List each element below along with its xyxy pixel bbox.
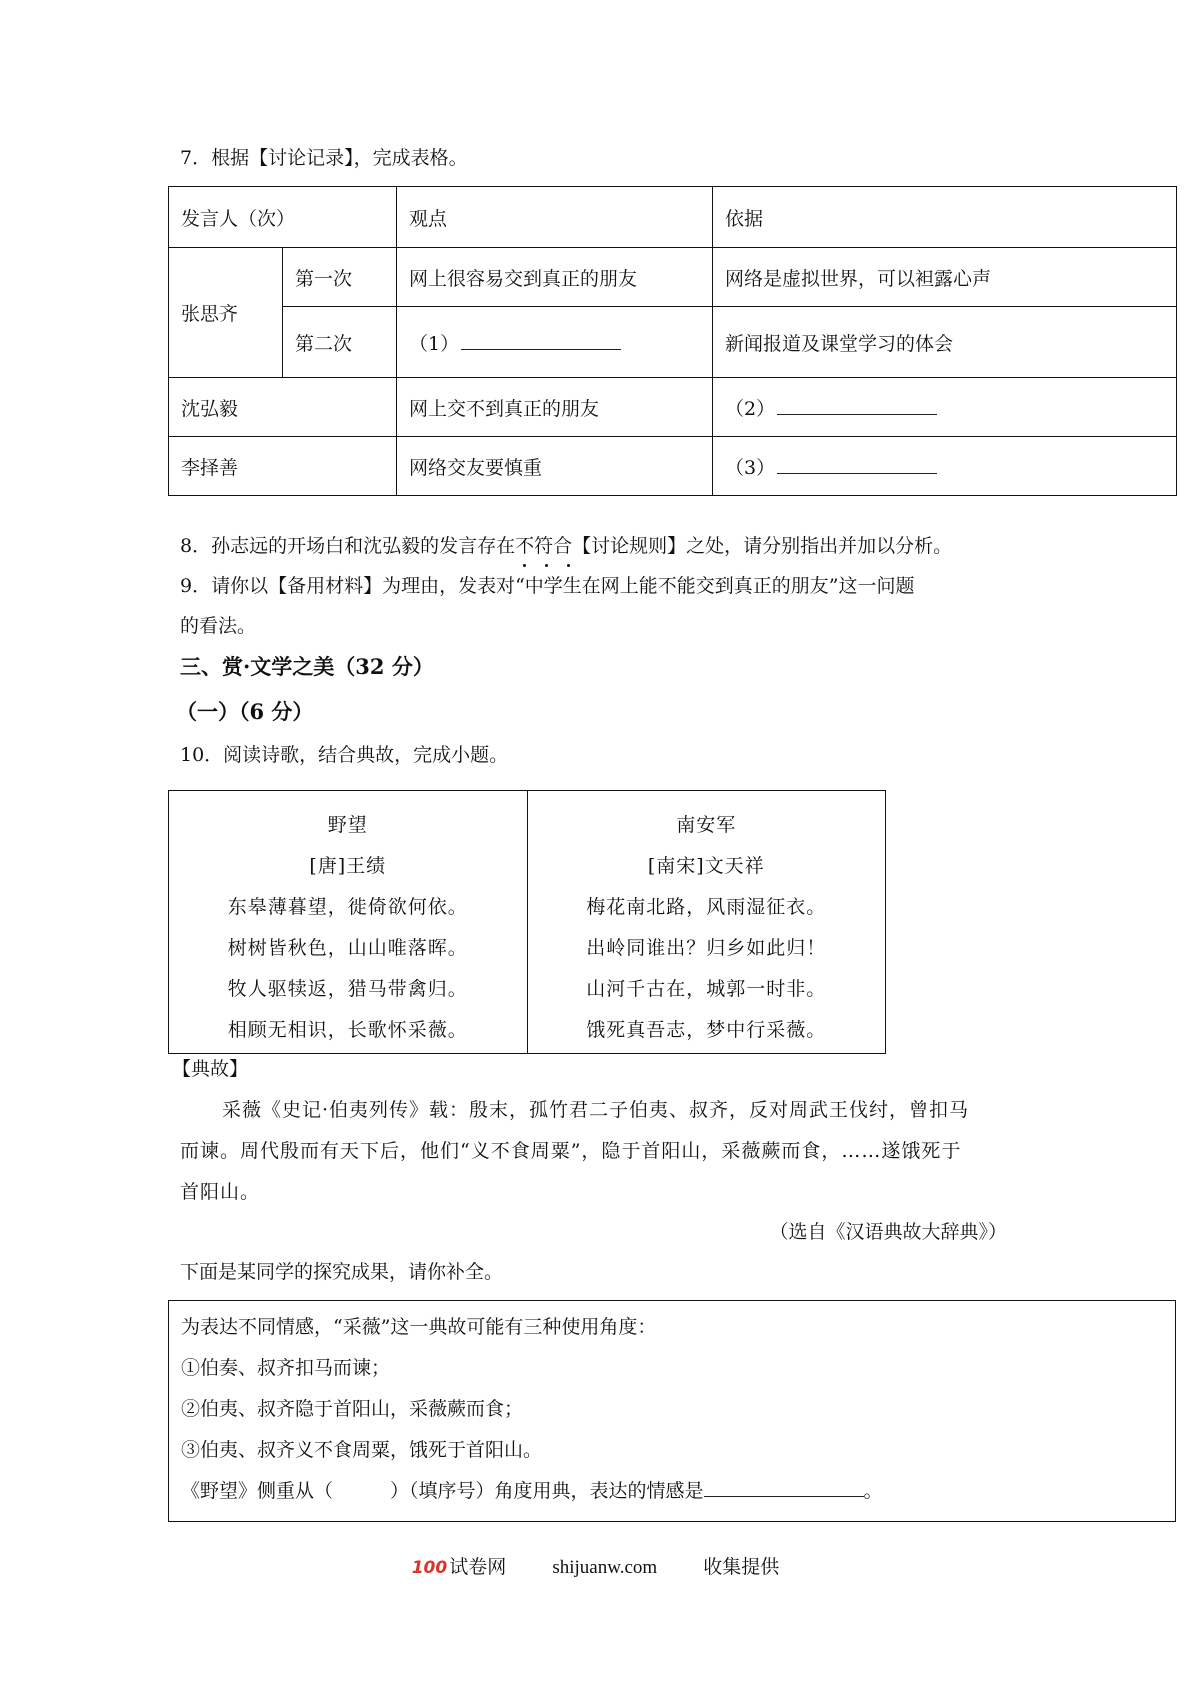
question-7: 7．根据【讨论记录】，完成表格。 (180, 147, 468, 169)
time-first: 第一次 (283, 248, 397, 307)
research-line-1: 为表达不同情感，“采薇”这一典故可能有三种使用角度： (181, 1316, 657, 1338)
basis-second: 新闻报道及课堂学习的体会 (713, 307, 1177, 378)
speaker-zhang: 张思齐 (169, 248, 283, 378)
site-domain[interactable]: shijuanw.com (552, 1557, 658, 1578)
blank-3[interactable] (777, 472, 937, 474)
poem-1-title: 野望 (327, 814, 368, 836)
footer-provider: 收集提供 (703, 1556, 780, 1578)
basis-li-cell (713, 437, 1177, 496)
poem-2-line-3: 山河千古在，城郭一时非。 (586, 978, 827, 1000)
poem-2-line-2: 出岭同谁出？归乡如此归！ (586, 937, 827, 959)
blank-3-label: （3） (725, 456, 776, 479)
allusion-source: （选自《汉语典故大辞典》） (769, 1221, 1007, 1243)
allusion-line-2: 而谏。周代殷而有天下后，他们“义不食周粟”，隐于首阳山，采薇蕨而食，……遂饿死于 (180, 1140, 962, 1162)
poem-2-line-1: 梅花南北路，风雨湿征衣。 (586, 896, 827, 918)
poem-2-line-4: 饿死真吾志，梦中行采薇。 (586, 1019, 827, 1041)
poem-1-line-2: 树树皆秋色，山山唯落晖。 (227, 937, 468, 959)
question-8: 8．孙志远的开场白和沈弘毅的发言存在不符合 【讨论规则】之处，请分别指出并加以分析。 (180, 537, 952, 556)
emphasis-dots: 不符合 (515, 535, 572, 557)
blank-2-label: （2） (725, 397, 776, 420)
research-line-2: ①伯奏、叔齐扣马而谏； (181, 1357, 391, 1379)
poem-1-line-4: 相顾无相识，长歌怀采薇。 (227, 1019, 468, 1041)
header-view: 观点 (397, 187, 713, 248)
site-logo: 100 (411, 1558, 448, 1578)
blank-2[interactable] (777, 413, 937, 415)
allusion-line-3: 首阳山。 (180, 1181, 261, 1203)
time-second: 第二次 (283, 307, 397, 378)
research-box (168, 1300, 1176, 1522)
question-9-line-1: 9．请你以【备用材料】为理由，发表对“中学生在网上能不能交到真正的朋友”这一问题 (180, 575, 915, 597)
view-shen: 网上交不到真正的朋友 (397, 378, 713, 437)
poem-1-line-3: 牧人驱犊返，猎马带禽归。 (227, 978, 468, 1000)
basis-shen-cell (713, 378, 1177, 437)
research-intro: 下面是某同学的探究成果，请你补全。 (180, 1261, 504, 1283)
poem-2-author: [南宋]文天祥 (647, 855, 765, 877)
header-basis: 依据 (713, 187, 1177, 248)
question-10: 10．阅读诗歌，结合典故，完成小题。 (180, 744, 509, 766)
research-line-3: ②伯夷、叔齐隐于首阳山，采薇蕨而食； (181, 1398, 524, 1420)
speaker-shen: 沈弘毅 (169, 378, 397, 437)
view-second-cell (397, 307, 713, 378)
blank-1[interactable] (461, 348, 621, 350)
research-line-4: ③伯夷、叔齐义不食周粟，饿死于首阳山。 (181, 1439, 543, 1461)
poem-1-line-1: 东皋薄暮望，徙倚欲何依。 (227, 896, 468, 918)
footer (0, 1552, 1191, 1579)
emotion-blank[interactable] (704, 1495, 864, 1497)
allusion-label: 【典故】 (172, 1058, 249, 1080)
section-3-heading: 三、赏·文学之美（32 分） (180, 654, 434, 679)
part-1-heading: （一）（6 分） (176, 699, 314, 724)
view-first: 网上很容易交到真正的朋友 (397, 248, 713, 307)
question-9-line-2: 的看法。 (180, 615, 257, 637)
site-name: 试卷网 (449, 1556, 507, 1578)
poem-1-author: [唐]王绩 (309, 855, 387, 877)
poem-2-title: 南安军 (676, 814, 737, 836)
poems-table (168, 790, 886, 1054)
blank-1-label: （1） (409, 332, 460, 355)
poem-1 (169, 791, 528, 1054)
allusion-line-1: 采薇《史记·伯夷列传》载：殷末，孤竹君二子伯夷、叔齐，反对周武王伐纣，曾扣马 (222, 1099, 970, 1121)
header-speaker: 发言人（次） (169, 187, 397, 248)
view-li: 网络交友要慎重 (397, 437, 713, 496)
basis-first: 网络是虚拟世界，可以袒露心声 (713, 248, 1177, 307)
speaker-li: 李择善 (169, 437, 397, 496)
research-line-5: 《野望》侧重从（ ）（填序号）角度用典，表达的情感是 。 (181, 1480, 883, 1502)
poem-2 (527, 791, 886, 1054)
question-7-table (168, 186, 1177, 496)
